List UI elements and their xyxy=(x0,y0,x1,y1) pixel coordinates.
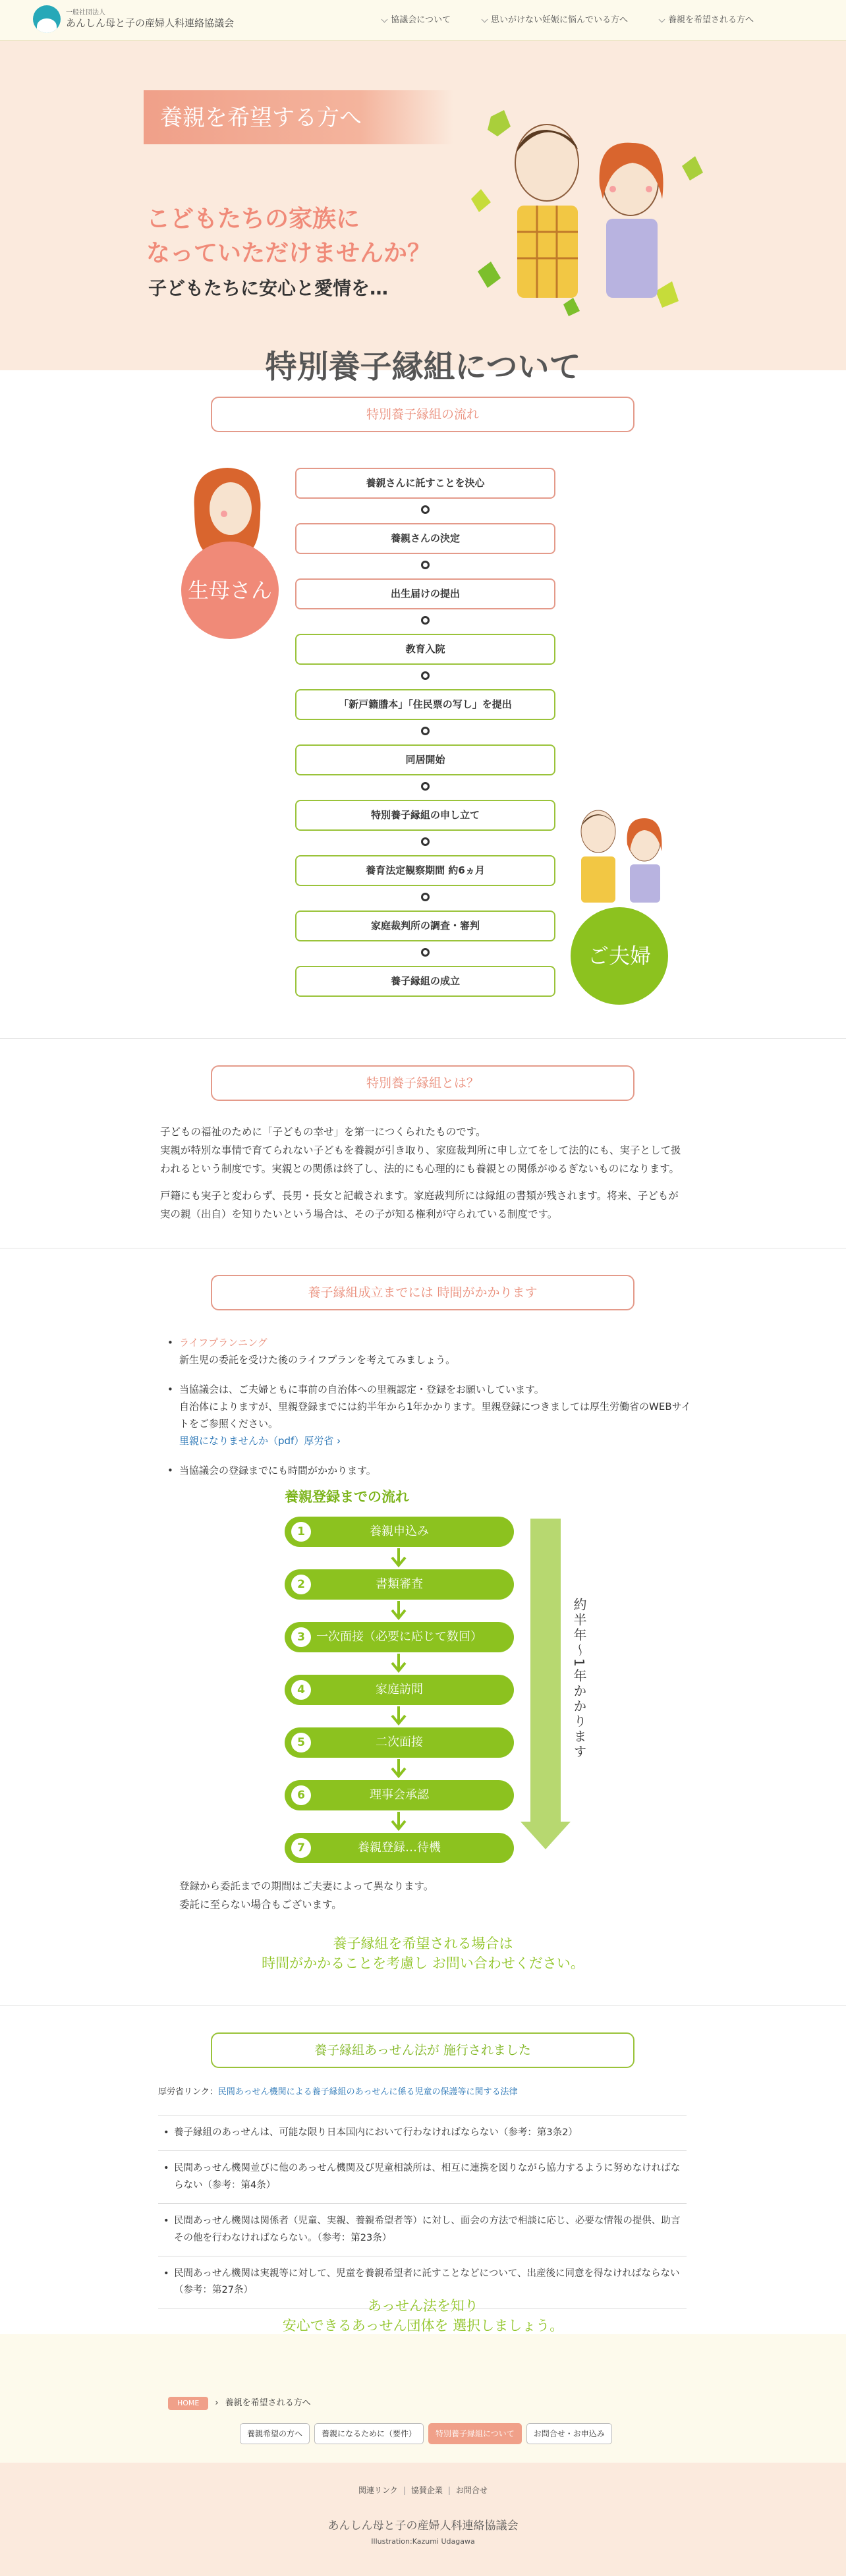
couple-label: ご夫婦 xyxy=(571,907,668,1005)
hero-sub: 子どもたちに安心と愛情を… xyxy=(148,277,389,299)
footer-credit: Illustration:Kazumi Udagawa xyxy=(371,2537,475,2546)
org-small-label: 一般社団法人 xyxy=(66,9,105,16)
page-title: 特別養子縁組について xyxy=(265,349,581,385)
step-label: 養親申込み xyxy=(370,1525,429,1538)
registration-step xyxy=(285,1517,514,1547)
registration-step xyxy=(285,1780,514,1810)
duration-label: 約半年〜1年かかります xyxy=(571,1598,587,1760)
breadcrumb-area xyxy=(0,2334,846,2463)
footer-link-contact[interactable]: お問合せ xyxy=(455,2486,488,2495)
arrow-down-icon xyxy=(391,1601,407,1621)
nav-label: 思いがけない妊娠に悩んでいる方へ xyxy=(490,15,628,25)
org-name: あんしん母と子の産婦人科連絡協議会 xyxy=(66,17,235,29)
registration-step xyxy=(285,1569,514,1600)
registration-step xyxy=(285,1833,514,1863)
step-label: 養親登録…待機 xyxy=(358,1841,441,1855)
flow-step: 家庭裁判所の調査・審判 xyxy=(295,910,555,941)
list-item: • 民間あっせん機関は関係者（児童、実親、養親希望者等）に対し、面会の方法で相談に応じ、必要な情報の提供、助言その他を行わなければならない。（参考：第23条） xyxy=(158,2203,687,2256)
registration-step xyxy=(285,1622,514,1652)
step-label: 理事会承認 xyxy=(370,1788,429,1802)
chevron-down-icon xyxy=(381,16,388,22)
flow-connector-icon xyxy=(421,727,430,735)
registration-step xyxy=(285,1675,514,1705)
foster-parent-pdf-link[interactable]: 里親になりませんか（pdf）厚労省 › xyxy=(179,1435,341,1447)
flow-connector-icon xyxy=(421,837,430,846)
arrow-down-icon xyxy=(391,1706,407,1726)
flow-connector-icon xyxy=(421,505,430,514)
time-section xyxy=(0,1248,846,2006)
chevron-down-icon xyxy=(482,16,488,22)
tab-special-adoption[interactable]: 特別養子縁組について xyxy=(428,2423,522,2444)
flow-section xyxy=(0,370,846,1039)
hero xyxy=(0,41,846,385)
arrow-down-icon xyxy=(391,1654,407,1673)
flow-step: 特別養子縁組の申し立て xyxy=(295,800,555,831)
about-section xyxy=(0,1039,846,1248)
breadcrumb-current: 養親を希望される方へ xyxy=(225,2398,311,2408)
flow-connector-icon xyxy=(421,561,430,569)
step-number: 2 xyxy=(291,1575,311,1594)
list-item-text: 新生児の委託を受けた後のライフプランを考えてみましょう。 xyxy=(179,1354,456,1366)
mhlw-link-row xyxy=(158,2085,518,2100)
step-label: 書類審査 xyxy=(376,1577,423,1591)
step-label: 家庭訪問 xyxy=(376,1683,423,1696)
flow-connector-icon xyxy=(421,948,430,957)
list-item xyxy=(165,1462,692,1479)
registration-note: 登録から委託までの期間はご夫妻によって異なります。 委託に至らない場合もございます。 xyxy=(179,1880,434,1911)
tab-adoptive-parents[interactable]: 養親希望の方へ xyxy=(240,2423,310,2444)
nav-item-pregnancy[interactable] xyxy=(482,13,628,28)
flow-step: 教育入院 xyxy=(295,634,555,665)
logo-text xyxy=(66,9,234,29)
law-section xyxy=(0,2006,846,2342)
nav-item-adoptive[interactable] xyxy=(660,13,754,28)
list-item-text: 当協議会の登録までにも時間がかかります。 xyxy=(179,1464,376,1476)
about-heading: 特別養子縁組とは？ xyxy=(211,1065,634,1101)
arrow-down-icon xyxy=(391,1812,407,1832)
about-paragraph-1: 子どもの福祉のために「子どもの幸せ」を第一につくられたものです。 実親が特別な事情で育てられない子どもを養親が引き取り、家庭裁判所に申し立てをして法的にも、実子として扱われるという制度です。実親との関係は終了し、法的にも心理的にも養親との関係がゆるぎないものになります。 xyxy=(160,1126,681,1175)
site-header xyxy=(0,0,846,41)
birth-mother-label: 生母さん xyxy=(181,542,279,639)
law-list xyxy=(158,2115,687,2309)
birth-mother-illustration xyxy=(178,462,277,555)
flow-connector-icon xyxy=(421,782,430,791)
couple-small-illustration xyxy=(572,805,671,904)
list-item: • 民間あっせん機関並びに他のあっせん機関及び児童相談所は、相互に連携を図りながら協力するように努めなければならない（参考：第4条） xyxy=(158,2150,687,2203)
duration-arrow-icon xyxy=(521,1822,571,1849)
step-number: 3 xyxy=(291,1627,311,1647)
law-note: あっせん法を知り 安心できるあっせん団体を 選択しましょう。 xyxy=(282,2298,564,2334)
flow-step: 養親さんに託すことを決心 xyxy=(295,468,555,499)
flow-heading: 特別養子縁組の流れ xyxy=(211,397,634,432)
step-number: 1 xyxy=(291,1522,311,1542)
flow-connector-icon xyxy=(421,893,430,901)
step-number: 6 xyxy=(291,1785,311,1805)
time-bullet-list xyxy=(165,1334,692,1491)
hero-banner: 養親を希望する方へ xyxy=(144,90,453,144)
logo-mark-icon xyxy=(33,5,61,33)
flow-step: 出生届けの提出 xyxy=(295,578,555,609)
life-planning-link[interactable]: ライフプランニング xyxy=(179,1337,268,1349)
about-paragraph-2: 戸籍にも実子と変わらず、長男・長女と記載されます。家庭裁判所には縁組の書類が残されます。将来、子どもが実の親（出自）を知りたいという場合は、その子が知る権利が守られている制度です。 xyxy=(160,1190,679,1220)
list-item: • 養子縁組のあっせんは、可能な限り日本国内において行わなければならない（参考：第3条2） xyxy=(158,2115,687,2150)
global-nav xyxy=(382,13,754,28)
link-prefix: 厚労省リンク： xyxy=(158,2087,218,2097)
footer-link-related[interactable]: 関連リンク xyxy=(358,2486,398,2495)
duration-bar xyxy=(530,1519,561,1822)
list-item-text: 当協議会は、ご夫婦ともに事前の自治体への里親認定・登録をお願いしています。 自治体によりますが、里親登録までには約半年から1年かかります。里親登録につきましては厚生労働省のWEBサイトをご参照ください。 xyxy=(179,1383,691,1430)
contact-note: 養子縁組を希望される場合は 時間がかかることを考慮し お問い合わせください。 xyxy=(262,1936,584,1972)
flow-step: 同居開始 xyxy=(295,744,555,775)
breadcrumb-home-link[interactable]: HOME xyxy=(168,2397,208,2411)
site-logo[interactable] xyxy=(33,5,234,33)
hero-lead: こどもたちの家族に なっていただけませんか？ xyxy=(146,206,432,267)
flow-step: 養子縁組の成立 xyxy=(295,966,555,997)
adoption-law-link[interactable]: 民間あっせん機関による養子縁組のあっせんに係る児童の保護等に関する法律 xyxy=(217,2087,518,2097)
flow-connector-icon xyxy=(421,671,430,680)
nav-label: 協議会について xyxy=(391,15,451,25)
chevron-right-icon: › xyxy=(215,2398,219,2408)
step-number: 5 xyxy=(291,1733,311,1752)
step-number: 4 xyxy=(291,1680,311,1700)
arrow-down-icon xyxy=(391,1759,407,1779)
step-label: 二次面接 xyxy=(376,1735,423,1749)
list-item xyxy=(165,1334,692,1369)
tab-contact[interactable]: お問合せ・お申込み xyxy=(526,2423,612,2444)
subpage-tabs xyxy=(240,2423,612,2444)
registration-step xyxy=(285,1727,514,1758)
breadcrumb xyxy=(168,2396,311,2411)
link-label: 里親になりませんか（pdf）厚労省 xyxy=(179,1435,334,1447)
step-number: 7 xyxy=(291,1838,311,1858)
flow-connector-icon xyxy=(421,616,430,625)
law-heading: 養子縁組あっせん法が 施行されました xyxy=(211,2032,634,2068)
footer-org-name: あんしん母と子の産婦人科連絡協議会 xyxy=(327,2519,519,2533)
arrow-down-icon xyxy=(391,1548,407,1568)
flow-step: 養育法定観察期間 約6ヵ月 xyxy=(295,855,555,886)
list-item: • 民間あっせん機関は実親等に対して、児童を養親希望者に託すことなどについて、出産後に同意を得なければならない（参考：第27条） xyxy=(158,2256,687,2309)
time-heading: 養子縁組成立までには 時間がかかります xyxy=(211,1275,634,1310)
footer-link-sponsors[interactable]: 協賛企業 xyxy=(410,2486,443,2495)
step-label: 一次面接（必要に応じて数回） xyxy=(316,1630,482,1644)
footer-links: 関連リンク | 協賛企業 | お問合せ xyxy=(358,2486,488,2495)
registration-flow-title: 養親登録までの流れ xyxy=(285,1489,409,1505)
chevron-down-icon xyxy=(659,16,665,22)
nav-label: 養親を希望される方へ xyxy=(667,15,754,25)
flow-step: 「新戸籍謄本」「住民票の写し」を提出 xyxy=(295,689,555,720)
couple-illustration xyxy=(465,107,715,324)
site-footer xyxy=(0,2463,846,2576)
nav-item-about[interactable] xyxy=(382,13,451,28)
tab-requirements[interactable]: 養親になるために（要件） xyxy=(314,2423,424,2444)
list-item xyxy=(165,1381,692,1450)
flow-step: 養親さんの決定 xyxy=(295,523,555,554)
